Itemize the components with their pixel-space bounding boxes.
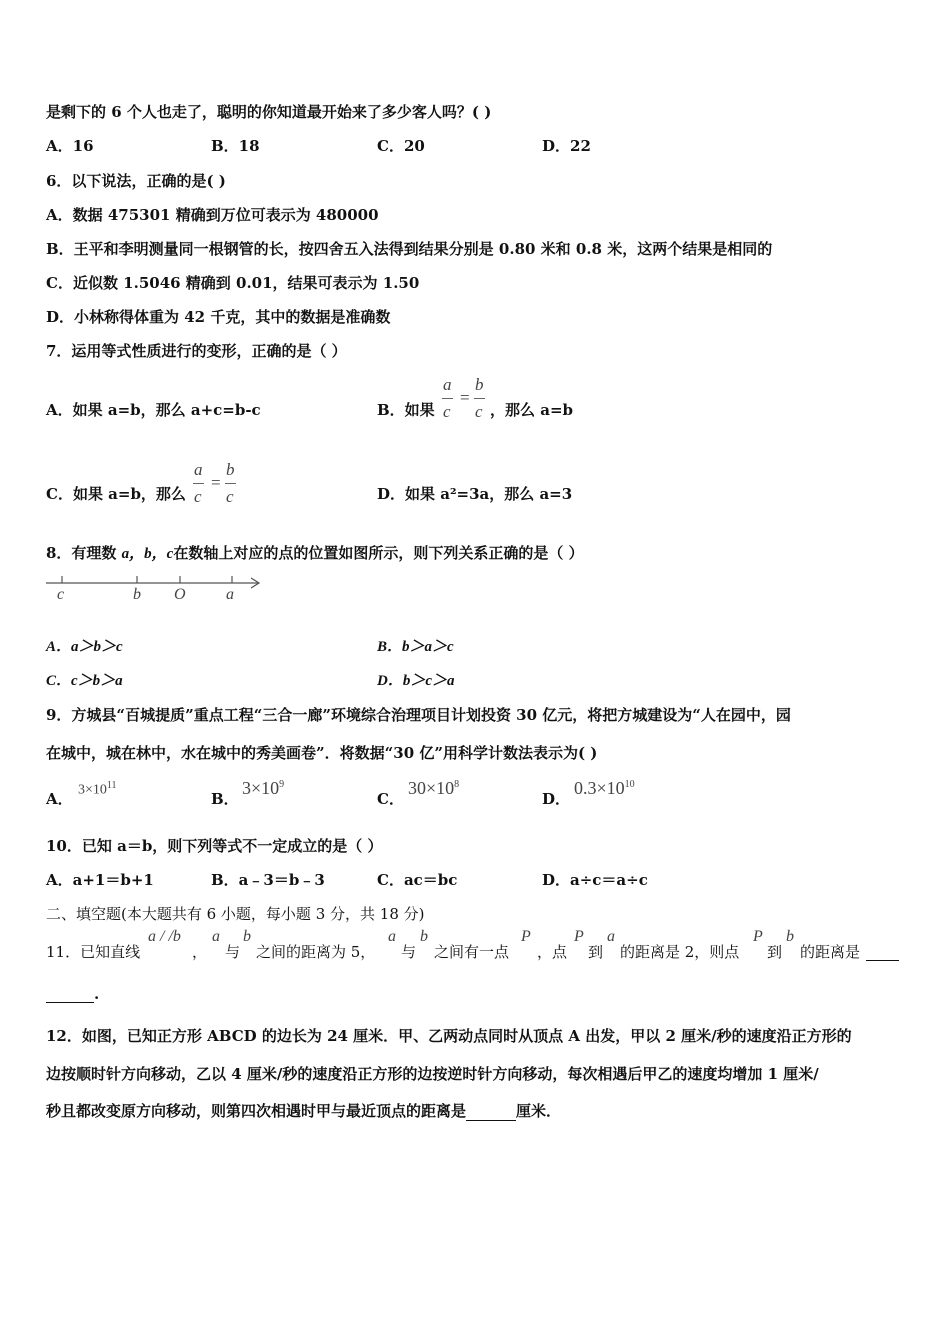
- q12-stem-line3: [46, 1101, 561, 1121]
- q9b-base: 3×10: [242, 778, 280, 798]
- q11-to2: 到: [767, 943, 783, 961]
- q11-point-p3: P: [753, 928, 763, 945]
- q8-stem-vars: a，b，c: [121, 546, 174, 562]
- q11-to: 到: [588, 943, 604, 961]
- q9-option-a-label: A．: [46, 790, 73, 808]
- q7-stem: 7．运用等式性质进行的变形，正确的是（ ）: [46, 342, 347, 360]
- q12-line3-suffix: 厘米．: [516, 1102, 562, 1120]
- q11-line-a2: a: [388, 928, 396, 945]
- q9-stem-line2: 在城中，城在林中，水在城中的秀美画卷”．将数据“30 亿”用科学计数法表示为( ): [46, 744, 598, 762]
- q7b-denominator-c2: c: [475, 402, 483, 421]
- q7c-numerator-b: b: [226, 460, 235, 479]
- q6-option-c: C．近似数 1.5046 精确到 0.01，结果可表示为 1.50: [46, 274, 420, 292]
- q7-option-b-suffix: ，那么 a=b: [490, 401, 573, 419]
- q11-line-b: b: [243, 928, 251, 945]
- q11-line-b2: b: [420, 928, 428, 945]
- axis-label-origin: O: [174, 586, 186, 603]
- q10-option-d: D．a÷c＝a÷c: [542, 871, 648, 889]
- q7b-fraction-bar: [442, 398, 453, 399]
- q8-option-d: D．b＞c＞a: [377, 673, 455, 689]
- q11-part6: ，点: [537, 943, 568, 961]
- q5-stem-tail: 是剩下的 6 个人也走了，聪明的你知道最开始来了多少客人吗？( ): [46, 103, 492, 121]
- q8-option-c: C．c＞b＞a: [46, 673, 123, 689]
- q7c-numerator-a: a: [194, 460, 203, 479]
- q7c-fraction-bar: [225, 483, 236, 484]
- q10-option-b: B．a﹣3＝b﹣3: [211, 871, 325, 889]
- axis-label-c: c: [57, 586, 65, 603]
- q11-line-a3: a: [607, 928, 615, 945]
- q11-parallel: a / /b: [148, 928, 181, 945]
- q9c-exponent: 8: [454, 779, 460, 790]
- q5-option-c: C．20: [377, 137, 425, 155]
- axis-label-a: a: [226, 586, 234, 603]
- q11-part1: 11．已知直线: [46, 943, 141, 961]
- q7-option-b-prefix: B．如果: [377, 401, 435, 419]
- q7b-numerator-b: b: [475, 375, 484, 394]
- q11-part4: 之间的距离为 5，: [256, 943, 376, 961]
- q8-option-a: A．a＞b＞c: [46, 639, 123, 655]
- axis-label-b: b: [133, 586, 141, 603]
- number-line-figure: [40, 572, 270, 608]
- q8-option-b: B．b＞a＞c: [377, 639, 454, 655]
- q9d-exponent: 10: [624, 779, 635, 790]
- q7b-equals: =: [460, 388, 470, 407]
- q6-option-a: A．数据 475301 精确到万位可表示为 480000: [46, 206, 379, 224]
- q10-stem: 10．已知 a＝b，则下列等式不一定成立的是（ ）: [46, 837, 383, 855]
- q9-option-c-label: C．: [377, 790, 404, 808]
- q10-option-a: A．a+1＝b+1: [46, 871, 154, 889]
- q9a-base: 3×10: [78, 782, 107, 798]
- q11-part8: 的距离是 2，则点: [620, 943, 740, 961]
- q7-option-c-prefix: C．如果 a=b，那么: [46, 485, 186, 503]
- q11-part9: 的距离是: [800, 943, 861, 961]
- q9d-base: 0.3×10: [574, 778, 625, 798]
- q7c-fraction-bar: [193, 483, 204, 484]
- q12-stem-line2: 边按顺时针方向移动，乙以 4 厘米/秒的速度沿正方形的边按逆时针方向移动，每次相遇后甲乙的速度均增加 1 厘米/: [46, 1065, 819, 1083]
- q5-option-b: B．18: [211, 137, 260, 155]
- q11-and2: 与: [401, 943, 417, 961]
- q7b-numerator-a: a: [443, 375, 452, 394]
- q7c-denominator-c: c: [194, 487, 202, 506]
- q11-line-a: a: [212, 928, 220, 945]
- section-2-heading: 二、填空题(本大题共有 6 小题，每小题 3 分，共 18 分): [46, 905, 425, 923]
- q12-line3-prefix: 秒且都改变原方向移动，则第四次相遇时甲与最近顶点的距离是: [46, 1102, 467, 1120]
- q11-part5: 之间有一点: [434, 943, 510, 961]
- q7-option-a: A．如果 a=b，那么 a+c=b-c: [46, 401, 261, 419]
- q9c-base: 30×10: [408, 778, 455, 798]
- q11-point-p2: P: [574, 928, 584, 945]
- q7c-equals: =: [211, 473, 221, 492]
- q8-stem-number: 8．有理数: [46, 544, 117, 562]
- q6-option-b: B．王平和李明测量同一根钢管的长，按四舍五入法得到结果分别是 0.80 米和 0.8 米，这两个结果是相同的: [46, 240, 773, 258]
- q11-and: 与: [225, 943, 241, 961]
- q11-answer-blank[interactable]: [866, 942, 899, 961]
- q6-option-d: D．小林称得体重为 42 千克，其中的数据是准确数: [46, 308, 391, 326]
- q12-answer-blank[interactable]: [466, 1102, 516, 1121]
- q5-option-d: D．22: [542, 137, 591, 155]
- q9-option-b-label: B．: [211, 790, 239, 808]
- q9-option-b-value: [242, 778, 284, 799]
- q9-stem-line1: 9．方城县“百城提质”重点工程“三合一廊”环境综合治理项目计划投资 30 亿元，将把方城建设为“人在园中，园: [46, 706, 791, 724]
- q11-line-b3: b: [786, 928, 794, 945]
- q9b-exponent: 9: [279, 779, 285, 790]
- q9-option-d-label: D．: [542, 790, 571, 808]
- q9-option-d-value: [574, 778, 635, 799]
- q12-stem-line1: 12．如图，已知正方形 ABCD 的边长为 24 厘米．甲、乙两动点同时从顶点 A 出发，甲以 2 厘米/秒的速度沿正方形的: [46, 1027, 852, 1045]
- q7c-denominator-c2: c: [226, 487, 234, 506]
- q11-point-p: P: [521, 928, 531, 945]
- q9-option-c-value: [408, 778, 459, 799]
- q10-option-c: C．ac＝bc: [377, 871, 458, 889]
- q9a-exponent: 11: [106, 780, 117, 791]
- q8-stem-rest: 在数轴上对应的点的位置如图所示，则下列关系正确的是（ ）: [173, 544, 584, 562]
- q11-comma: ，: [192, 943, 208, 961]
- q7-option-d: D．如果 a²=3a，那么 a=3: [377, 485, 573, 503]
- q9-option-a-value: [78, 780, 117, 799]
- q5-option-a: A．16: [46, 137, 94, 155]
- q7b-denominator-c: c: [443, 402, 451, 421]
- q6-stem: 6．以下说法，正确的是( ): [46, 172, 226, 190]
- q11-answer-blank-line2[interactable]: .: [46, 984, 99, 1003]
- q7b-fraction-bar: [474, 398, 485, 399]
- q8-stem: [46, 543, 584, 564]
